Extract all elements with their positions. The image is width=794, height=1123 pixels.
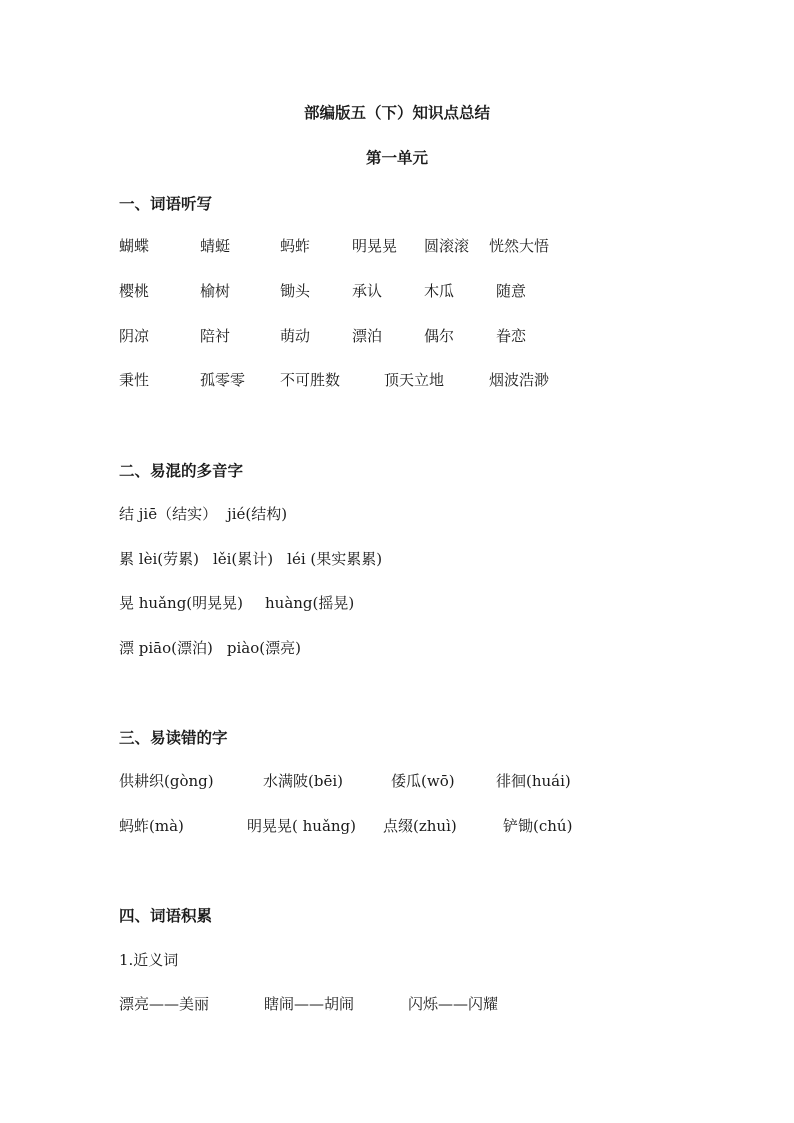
- word: 圆滚滚: [424, 237, 470, 255]
- word: 木瓜: [424, 282, 455, 300]
- synonym-pair: 闪烁——闪耀: [408, 995, 499, 1013]
- word: 承认: [352, 282, 383, 300]
- polyphone-reading: léi (果实累累): [287, 550, 383, 568]
- polyphone-line: [119, 637, 301, 658]
- subheading-synonyms: 1.近义词: [119, 951, 179, 969]
- word: 随意: [496, 282, 527, 300]
- word: 蜻蜓: [200, 237, 231, 255]
- word: 榆树: [200, 282, 231, 300]
- word: 萌动: [280, 327, 311, 345]
- word: 锄头: [280, 282, 311, 300]
- polyphone-reading: 晃 huǎng(明晃晃): [119, 594, 243, 612]
- polyphone-reading: 漂 piāo(漂泊): [119, 639, 213, 657]
- misread-word: 水满陂(bēi): [263, 772, 343, 790]
- synonym-pair: 瞎闹——胡闹: [264, 995, 355, 1013]
- word: 阴凉: [119, 327, 150, 345]
- misread-word: 徘徊(huái): [496, 772, 571, 790]
- section-heading-polyphonic-characters: 二、易混的多音字: [119, 461, 244, 480]
- word: 蝴蝶: [119, 237, 150, 255]
- misread-row: [119, 815, 739, 837]
- synonym-pair: 漂亮——美丽: [119, 995, 210, 1013]
- word: 偶尔: [424, 327, 455, 345]
- page-title: 部编版五（下）知识点总结: [303, 103, 490, 122]
- word: 秉性: [119, 371, 150, 389]
- word: 樱桃: [119, 282, 150, 300]
- polyphone-reading: 累 lèi(劳累): [119, 550, 199, 568]
- polyphone-line: [119, 548, 382, 569]
- section-heading-vocabulary-dictation: 一、词语听写: [119, 194, 213, 213]
- polyphone-reading: 结 jiē（结实）: [119, 505, 218, 523]
- polyphone-reading: lěi(累计): [212, 550, 274, 568]
- misread-word: 明晃晃( huǎng): [247, 817, 356, 835]
- word-row: [119, 369, 739, 391]
- polyphone-reading: jié(结构): [227, 505, 288, 523]
- word: 明晃晃: [352, 237, 398, 255]
- word: 漂泊: [352, 327, 383, 345]
- word-row: [119, 235, 739, 257]
- unit-title: 第一单元: [365, 148, 428, 167]
- misread-word: 供耕织(gòng): [119, 772, 214, 790]
- polyphone-reading: piào(漂亮): [226, 639, 301, 657]
- polyphone-line: [119, 592, 354, 613]
- misread-word: 铲锄(chú): [503, 817, 573, 835]
- misread-word: 倭瓜(wō): [391, 772, 455, 790]
- word: 顶天立地: [384, 371, 445, 389]
- misread-row: [119, 770, 739, 792]
- word: 陪衬: [200, 327, 231, 345]
- word: 眷恋: [496, 327, 527, 345]
- word-row: [119, 325, 739, 347]
- word: 蚂蚱: [280, 237, 311, 255]
- word: 不可胜数: [280, 371, 341, 389]
- section-heading-vocabulary-accumulation: 四、词语积累: [119, 906, 213, 925]
- polyphone-line: [119, 503, 287, 524]
- word-row: [119, 280, 739, 302]
- word: 烟波浩渺: [489, 371, 550, 389]
- section-heading-easily-misread: 三、易读错的字: [119, 728, 228, 747]
- polyphone-reading: huàng(摇晃): [265, 594, 355, 612]
- word: 恍然大悟: [489, 237, 550, 255]
- word: 孤零零: [200, 371, 246, 389]
- misread-word: 点缀(zhuì): [383, 817, 457, 835]
- synonym-row: [119, 993, 739, 1015]
- misread-word: 蚂蚱(mà): [119, 817, 184, 835]
